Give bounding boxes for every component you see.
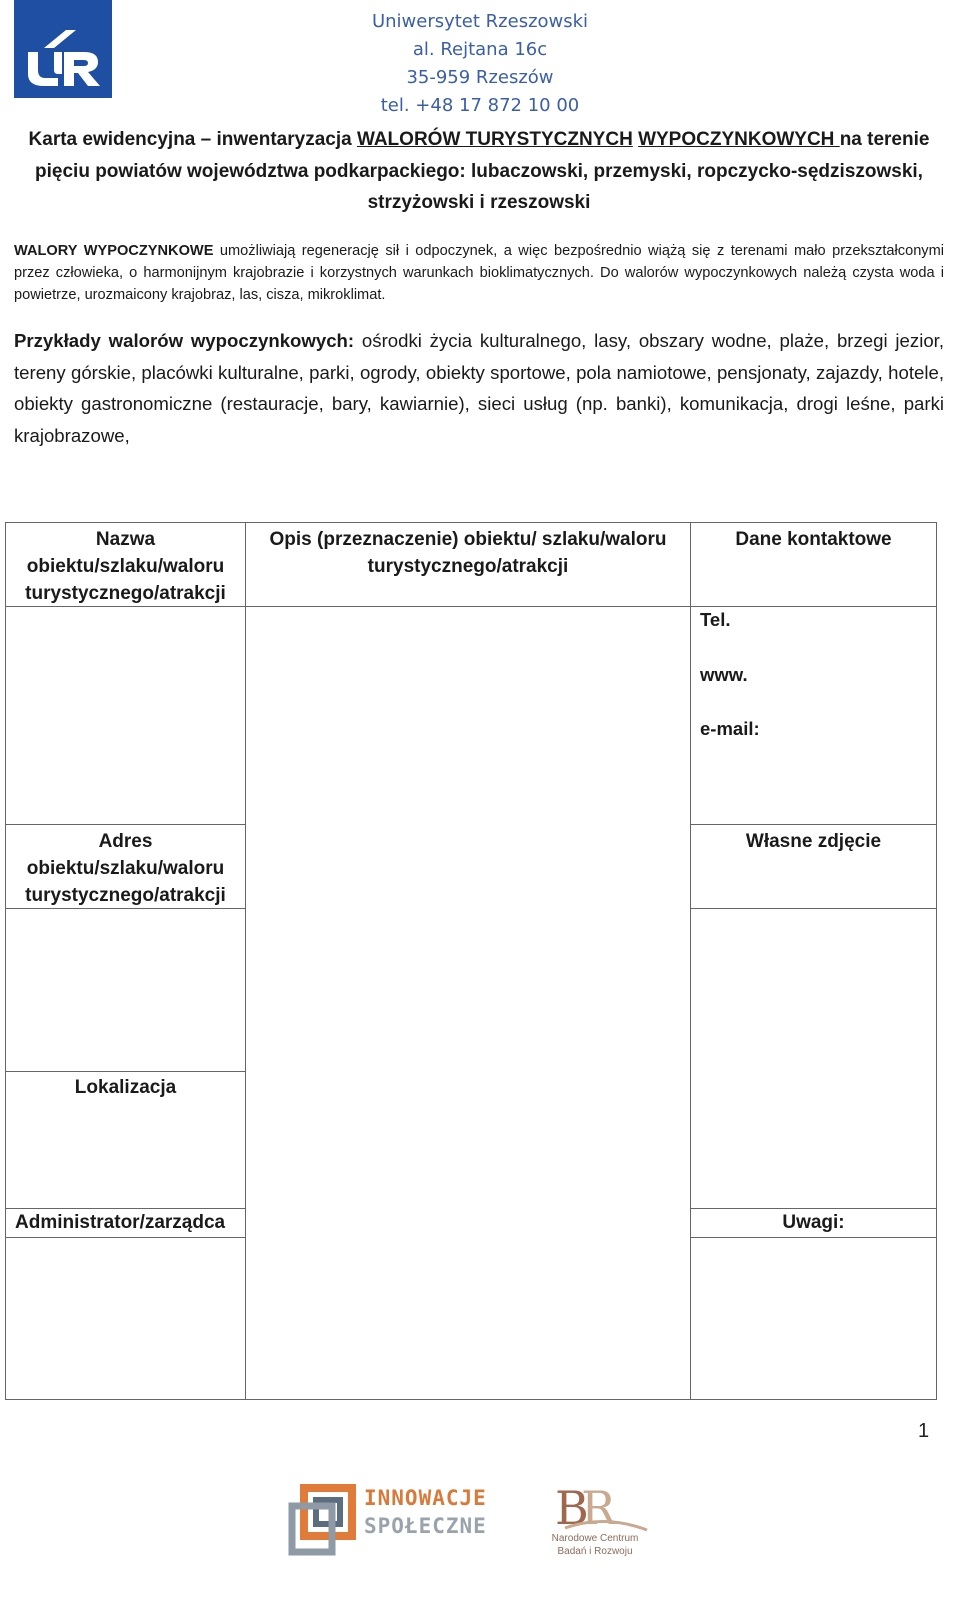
title-part: Karta ewidencyjna – inwentaryzacja: [28, 129, 357, 150]
logo-text: INNOWACJE: [364, 1486, 487, 1510]
logo-text: Narodowe Centrum: [551, 1533, 639, 1544]
description-header: Opis (przeznaczenie) obiektu/ szlaku/waloru turystycznego/atrakcji: [269, 529, 667, 577]
university-logo-icon: [14, 0, 112, 98]
address-line: 35-959 Rzeszów: [406, 67, 554, 88]
admin-header: Administrator/zarządca: [15, 1212, 226, 1233]
notes-header-cell: [690, 1208, 937, 1238]
contact-www-label: www.: [700, 664, 748, 685]
description-text: umożliwiają regenerację sił i odpoczynek, a więc bezpośrednio wiążą się z terenami mało przekształconymi przez człowieka, o harmonijnym krajobrazie i korzystnych warunkach bioklimatycznych. Do walorów wypoczynkowych należą czysta woda i powietrze, urozmaicony krajobraz, las, cisza, mikroklimat.: [14, 243, 945, 303]
description-paragraph: [14, 240, 944, 306]
name-input-cell[interactable]: [5, 606, 246, 825]
title-underlined: WYPOCZYNKOWYCH: [638, 129, 840, 150]
admin-input-cell[interactable]: [5, 1237, 246, 1400]
logo-text: Badań i Rozwoju: [557, 1546, 633, 1557]
address-block: [320, 8, 640, 120]
contact-input-cell[interactable]: [690, 606, 937, 825]
notes-input-cell[interactable]: [690, 1237, 937, 1400]
location-header-cell: [5, 1071, 246, 1209]
address-line: tel. +48 17 872 10 00: [380, 95, 580, 116]
address-line: al. Rejtana 16c: [412, 39, 548, 60]
location-header: Lokalizacja: [74, 1077, 177, 1098]
contact-header: Dane kontaktowe: [735, 529, 892, 550]
title-underlined: WALORÓW TURYSTYCZNYCH: [356, 129, 633, 150]
address-header: Adres obiektu/szlaku/waloru turystycznego/atrakcji: [25, 831, 226, 906]
examples-paragraph: [14, 325, 944, 451]
photo-header-cell: [690, 824, 937, 909]
contact-tel-label: Tel.: [700, 609, 731, 630]
photo-input-cell[interactable]: [690, 908, 937, 1209]
description-input-cell[interactable]: [245, 606, 691, 1400]
ncbr-logo-icon: [535, 1484, 665, 1564]
notes-header: Uwagi:: [782, 1212, 845, 1233]
page-number: 1: [918, 1420, 930, 1442]
innowacje-spoleczne-logo-icon: [288, 1482, 488, 1562]
name-header-cell: [5, 522, 246, 607]
examples-text: ośrodki życia kulturalnego, lasy, obszary wodne, plaże, brzegi jezior, tereny górskie, placówki kulturalne, parki, ogrody, obiekty sportowe, pola namiotowe, pensjonaty, zajazdy, hotele, obiekty gastronomiczne (restauracje, bary, kawiarnie), sieci usług (np. banki), komunikacja, drogi leśne, parki krajobrazowe,: [14, 330, 945, 446]
description-header-cell: [245, 522, 691, 607]
logo-text: SPOŁECZNE: [364, 1514, 487, 1538]
description-lead: WALORY WYPOCZYNKOWE: [14, 243, 214, 259]
document-title: [14, 124, 944, 219]
name-header: Nazwa obiektu/szlaku/waloru turystycznego/atrakcji: [25, 529, 226, 604]
examples-lead: Przykłady walorów wypoczynkowych:: [14, 330, 355, 351]
photo-header: Własne zdjęcie: [745, 831, 882, 852]
address-header-cell: [5, 824, 246, 909]
address-line: Uniwersytet Rzeszowski: [371, 11, 589, 32]
svg-text:R: R: [581, 1484, 616, 1532]
address-input-cell[interactable]: [5, 908, 246, 1072]
contact-header-cell: [690, 522, 937, 607]
admin-header-cell: [5, 1208, 246, 1238]
contact-email-label: e-mail:: [700, 718, 760, 739]
title-part: na terenie pięciu powiatów województwa podkarpackiego: lubaczowski, przemyski, ropczycko-sędziszowski, strzyżowski i rzeszowski: [35, 129, 930, 213]
svg-text:B: B: [555, 1484, 589, 1532]
